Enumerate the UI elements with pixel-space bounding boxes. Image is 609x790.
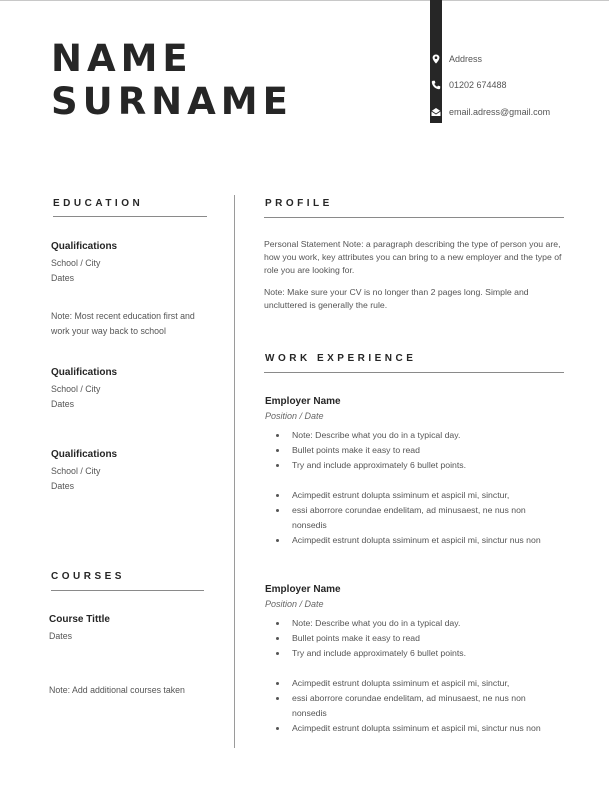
education-note-line1: Note: Most recent education first and [51, 311, 195, 321]
qualification-heading: Qualifications [51, 367, 118, 378]
qualification-heading: Qualifications [51, 449, 118, 460]
job-bullet-list [265, 428, 555, 548]
profile-title: PROFILE [265, 198, 333, 209]
courses-note: Note: Add additional courses taken [49, 685, 185, 695]
education-title: EDUCATION [53, 198, 144, 209]
contact-phone: 01202 674488 [449, 80, 507, 90]
list-item: Bullet points make it easy to read [265, 443, 555, 458]
position-date: Position / Date [265, 411, 324, 421]
qualification-dates: Dates [51, 481, 74, 491]
employer-name: Employer Name [265, 396, 341, 407]
employer-name: Employer Name [265, 584, 341, 595]
list-item: Bullet points make it easy to read [265, 631, 555, 646]
qualification-dates: Dates [51, 399, 74, 409]
list-item: Acimpedit estrunt dolupta ssiminum et aspicil mi, sinctur nus non [265, 721, 555, 736]
courses-title: COURSES [51, 571, 125, 582]
education-rule [53, 216, 207, 217]
course-dates: Dates [49, 631, 72, 641]
list-item: Try and include approximately 6 bullet points. [265, 458, 555, 473]
surname: SURNAME [51, 80, 293, 123]
job-bullet-list [265, 616, 555, 736]
education-note-line2: work your way back to school [51, 326, 166, 336]
list-item: Try and include approximately 6 bullet points. [265, 646, 555, 661]
work-experience-title: WORK EXPERIENCE [265, 353, 417, 364]
first-name: NAME [51, 37, 193, 80]
column-divider [234, 195, 235, 748]
qualification-place: School / City [51, 384, 101, 394]
list-item: Acimpedit estrunt dolupta ssiminum et aspicil mi, sinctur nus non [265, 533, 555, 548]
profile-note: Note: Make sure your CV is no longer than 2 pages long. Simple and uncluttered is generally the rule. [264, 287, 529, 310]
profile-rule [264, 217, 564, 218]
contact-address: Address [449, 54, 483, 64]
profile-paragraph: Personal Statement Note: a paragraph describing the type of person you are, how you work, key attributes you can bring to a new employer and the type of role you are looking for. [264, 239, 562, 275]
position-date: Position / Date [265, 599, 324, 609]
phone-icon [430, 79, 442, 91]
contact-email: email.adress@gmail.com [449, 107, 551, 117]
top-border [0, 0, 609, 1]
courses-rule [51, 590, 204, 591]
qualification-place: School / City [51, 466, 101, 476]
list-item: Acimpedit estrunt dolupta ssiminum et aspicil mi, sinctur, [265, 676, 555, 691]
qualification-dates: Dates [51, 273, 74, 283]
list-item: Note: Describe what you do in a typical day. [265, 616, 555, 631]
list-item: essi aborrore corundae endelitam, ad minusaest, ne nus non nonsedis [265, 691, 555, 721]
list-item: Note: Describe what you do in a typical day. [265, 428, 555, 443]
qualification-place: School / City [51, 258, 101, 268]
envelope-icon [430, 106, 442, 118]
location-pin-icon [430, 53, 442, 65]
list-item: essi aborrore corundae endelitam, ad minusaest, ne nus non nonsedis [265, 503, 555, 533]
list-item: Acimpedit estrunt dolupta ssiminum et aspicil mi, sinctur, [265, 488, 555, 503]
course-title: Course Tittle [49, 614, 110, 625]
qualification-heading: Qualifications [51, 241, 118, 252]
work-experience-rule [264, 372, 564, 373]
